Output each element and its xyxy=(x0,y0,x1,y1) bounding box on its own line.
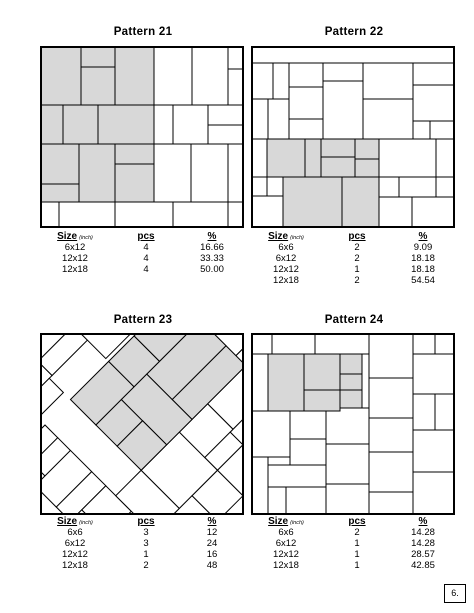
table-row xyxy=(251,264,457,275)
percent-cell: 42.85 xyxy=(411,560,435,571)
tile xyxy=(192,47,228,105)
size-cell: 12x12 xyxy=(273,264,299,275)
table-row xyxy=(40,527,246,538)
tile xyxy=(41,47,81,105)
tile xyxy=(289,63,323,87)
pcs-cell: 1 xyxy=(354,549,360,560)
unit-label: (inch) xyxy=(290,235,304,241)
tile xyxy=(208,125,243,144)
pattern-22-table xyxy=(251,231,457,286)
percent-cell: 16.66 xyxy=(200,242,224,253)
tile xyxy=(79,144,115,202)
percent-cell: 18.18 xyxy=(411,264,435,275)
table-header xyxy=(251,516,457,527)
table-header xyxy=(40,516,246,527)
tile xyxy=(173,202,228,227)
pcs-header: pcs xyxy=(348,231,366,242)
tile xyxy=(228,69,243,105)
percent-header: % xyxy=(207,516,217,527)
tile xyxy=(268,465,326,487)
pcs-cell: 1 xyxy=(354,560,360,571)
pcs-cell: 3 xyxy=(143,527,149,538)
table-row xyxy=(40,264,246,275)
percent-cell: 28.57 xyxy=(411,549,435,560)
tile xyxy=(363,99,413,139)
page-number: 6. xyxy=(444,584,466,603)
size-header: Size xyxy=(57,231,78,242)
tile xyxy=(208,105,243,125)
percent-cell: 24 xyxy=(206,538,218,549)
pcs-cell: 1 xyxy=(143,549,149,560)
pcs-cell: 2 xyxy=(354,253,360,264)
size-cell: 6x6 xyxy=(67,527,83,538)
tile xyxy=(290,411,326,439)
tile xyxy=(379,197,412,227)
size-cell: 12x18 xyxy=(62,264,88,275)
pattern-22-title: Pattern 22 xyxy=(324,26,384,38)
pcs-cell: 4 xyxy=(143,253,149,264)
tile xyxy=(305,139,321,177)
tile xyxy=(267,139,305,177)
pattern-22-diagram xyxy=(251,46,455,228)
tile xyxy=(413,63,454,85)
size-cell: 12x18 xyxy=(62,560,88,571)
pcs-header: pcs xyxy=(137,231,155,242)
tile xyxy=(252,177,267,196)
tile xyxy=(413,472,454,514)
tile xyxy=(435,334,454,354)
tile xyxy=(115,202,173,227)
pattern-23-table xyxy=(40,516,246,571)
tile xyxy=(326,408,369,444)
table-row xyxy=(251,253,457,264)
tile xyxy=(379,177,399,197)
tile xyxy=(98,105,154,144)
pcs-cell: 2 xyxy=(354,242,360,253)
pcs-cell: 2 xyxy=(143,560,149,571)
size-cell: 12x12 xyxy=(273,549,299,560)
tile xyxy=(369,418,413,452)
size-header: Size xyxy=(57,516,78,527)
tile xyxy=(286,487,326,514)
tile xyxy=(326,484,369,514)
table-row xyxy=(40,538,246,549)
percent-cell: 12 xyxy=(206,527,218,538)
tile xyxy=(326,444,369,484)
tile xyxy=(399,177,436,197)
pcs-cell: 1 xyxy=(354,538,360,549)
tile xyxy=(252,457,268,514)
pattern-24-table xyxy=(251,516,457,571)
tile xyxy=(340,374,362,390)
tile xyxy=(413,430,454,472)
tile xyxy=(272,334,315,354)
percent-cell: 50.00 xyxy=(200,264,224,275)
unit-label: (inch) xyxy=(79,235,93,241)
pcs-header: pcs xyxy=(348,516,366,527)
table-header xyxy=(251,231,457,242)
tile xyxy=(315,334,369,354)
tile xyxy=(41,202,59,227)
size-cell: 6x6 xyxy=(278,527,294,538)
pattern-24-panel xyxy=(251,314,457,579)
tile xyxy=(154,47,192,105)
tile xyxy=(430,121,454,139)
tile xyxy=(115,164,154,202)
table-row xyxy=(40,549,246,560)
percent-cell: 16 xyxy=(206,549,218,560)
pcs-cell: 4 xyxy=(143,264,149,275)
pattern-23-panel xyxy=(40,314,246,579)
pcs-cell: 3 xyxy=(143,538,149,549)
table-row xyxy=(251,538,457,549)
tile xyxy=(228,47,243,69)
tile xyxy=(436,177,454,197)
tile xyxy=(323,81,363,139)
tile xyxy=(252,411,290,457)
tile xyxy=(191,144,228,202)
size-cell: 6x12 xyxy=(64,242,86,253)
pattern-24-diagram xyxy=(251,333,455,515)
tile xyxy=(321,157,355,177)
tile xyxy=(273,63,289,99)
tile xyxy=(289,87,323,119)
tile xyxy=(436,139,454,177)
size-cell: 12x12 xyxy=(62,253,88,264)
size-cell: 6x6 xyxy=(278,242,294,253)
pcs-cell: 2 xyxy=(354,275,360,286)
size-cell: 6x12 xyxy=(275,538,297,549)
pcs-cell: 4 xyxy=(143,242,149,253)
size-cell: 12x12 xyxy=(62,549,88,560)
tile xyxy=(321,139,355,157)
tile xyxy=(304,390,340,411)
size-header: Size xyxy=(268,231,289,242)
table-row xyxy=(40,242,246,253)
tile xyxy=(41,184,79,202)
unit-label: (inch) xyxy=(290,520,304,526)
tile xyxy=(413,394,435,430)
tile xyxy=(340,354,362,374)
percent-cell: 9.09 xyxy=(413,242,433,253)
tile xyxy=(41,144,79,184)
percent-cell: 33.33 xyxy=(200,253,224,264)
tile xyxy=(323,63,363,81)
table-row xyxy=(40,560,246,571)
tile xyxy=(413,85,454,121)
tile xyxy=(268,354,304,411)
table-row xyxy=(251,527,457,538)
size-cell: 6x12 xyxy=(275,253,297,264)
tile xyxy=(290,439,326,465)
tile xyxy=(342,177,379,227)
tile xyxy=(435,394,454,430)
size-cell: 6x12 xyxy=(64,538,86,549)
tile xyxy=(81,67,115,105)
percent-header: % xyxy=(418,516,428,527)
pattern-23-diagram xyxy=(40,333,244,515)
tile xyxy=(154,144,191,202)
tile xyxy=(173,105,208,144)
pattern-23-title: Pattern 23 xyxy=(113,314,173,326)
tile xyxy=(379,139,436,177)
tile xyxy=(59,202,115,227)
pcs-header: pcs xyxy=(137,516,155,527)
tile xyxy=(369,378,413,418)
pattern-21-table xyxy=(40,231,246,275)
tile xyxy=(228,202,243,227)
size-cell: 12x18 xyxy=(273,560,299,571)
table-row xyxy=(251,549,457,560)
size-cell: 12x18 xyxy=(273,275,299,286)
tile xyxy=(115,47,154,105)
table-header xyxy=(40,231,246,242)
tile xyxy=(413,354,454,394)
percent-cell: 54.54 xyxy=(411,275,435,286)
tile xyxy=(63,105,98,144)
percent-cell: 48 xyxy=(206,560,218,571)
pattern-21-diagram xyxy=(40,46,244,228)
table-row xyxy=(251,242,457,253)
percent-cell: 14.28 xyxy=(411,527,435,538)
tile xyxy=(283,177,342,227)
tile xyxy=(369,334,413,378)
tile xyxy=(252,99,268,139)
tile xyxy=(412,197,454,227)
tile xyxy=(115,144,154,164)
tile xyxy=(81,47,115,67)
tile xyxy=(252,354,268,411)
pattern-22-panel xyxy=(251,26,457,291)
pattern-21-panel xyxy=(40,26,246,276)
tile xyxy=(304,354,340,390)
tile xyxy=(340,390,362,408)
tile xyxy=(252,63,273,99)
size-header: Size xyxy=(268,516,289,527)
tile xyxy=(413,334,435,354)
pcs-cell: 2 xyxy=(354,527,360,538)
pattern-21-title: Pattern 21 xyxy=(113,26,173,38)
tile xyxy=(362,354,369,408)
tile xyxy=(252,196,283,227)
pcs-cell: 1 xyxy=(354,264,360,275)
percent-header: % xyxy=(207,231,217,242)
tile xyxy=(154,105,173,144)
percent-header: % xyxy=(418,231,428,242)
tile xyxy=(369,492,413,514)
tile xyxy=(268,487,286,514)
tile xyxy=(252,334,272,354)
tile xyxy=(41,105,63,144)
percent-cell: 18.18 xyxy=(411,253,435,264)
unit-label: (inch) xyxy=(79,520,93,526)
tile xyxy=(228,144,243,202)
tile xyxy=(363,63,413,99)
percent-cell: 14.28 xyxy=(411,538,435,549)
tile xyxy=(355,139,379,159)
table-row xyxy=(40,253,246,264)
tile xyxy=(413,121,430,139)
table-row xyxy=(251,560,457,571)
tile xyxy=(369,452,413,492)
pattern-24-title: Pattern 24 xyxy=(324,314,384,326)
table-row xyxy=(251,275,457,286)
tile xyxy=(268,99,289,139)
